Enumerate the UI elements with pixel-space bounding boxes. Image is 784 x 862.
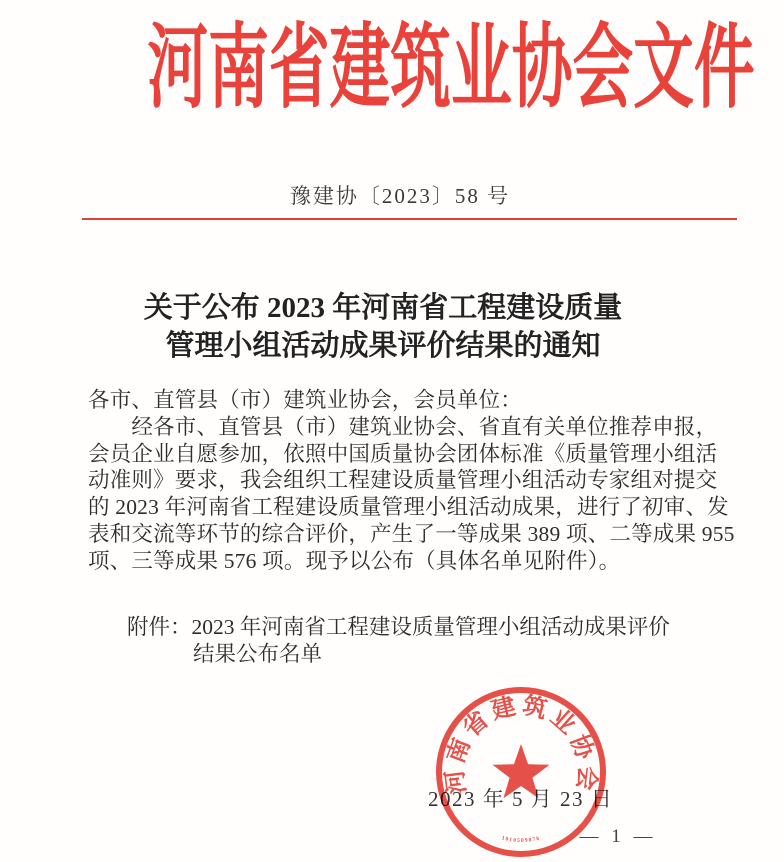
body-line: 的 2023 年河南省工程建设质量管理小组活动成果，进行了初审、发 [88, 495, 729, 520]
body-line: 表和交流等环节的综合评价，产生了一等成果 389 项、二等成果 955 [88, 521, 735, 546]
salutation-line: 各市、直管县（市）建筑业协会，会员单位： [88, 388, 523, 412]
document-body [88, 387, 735, 575]
page-number: — 1 — [579, 826, 657, 847]
document-title-line2: 管理小组活动成果评价结果的通知 [165, 330, 601, 362]
attachment-line2: 结果公布名单 [193, 642, 323, 666]
document-number: 豫建协〔2023〕58 号 [289, 184, 511, 208]
seal-serial: 1010509876 [500, 835, 542, 845]
svg-text:1010509876 [501, 835, 541, 844]
attachment-line1: 附件：2023 年河南省工程建设质量管理小组活动成果评价 [127, 615, 670, 639]
body-line: 项、三等成果 576 项。现予以公布（具体名单见附件）。 [88, 548, 621, 573]
seal-text: 河南省建筑业协会 [441, 692, 601, 796]
official-seal [431, 682, 611, 862]
red-header-title [0, 18, 775, 118]
red-divider-line [82, 218, 737, 220]
body-line: 经各市、直管县（市）建筑业协会、省直有关单位推荐申报， [88, 414, 718, 439]
body-line: 动准则》要求，我会组织工程建设质量管理小组活动专家组对提交 [88, 468, 718, 493]
document-title-line1: 关于公布 2023 年河南省工程建设质量 [143, 292, 623, 324]
red-header-title-text: 河南省建筑业协会文件 [147, 17, 755, 119]
body-line: 会员企业自愿参加，依照中国质量协会团体标准《质量管理小组活 [88, 441, 718, 466]
document-title [0, 289, 775, 365]
document-date: 2023 年 5 月 23 日 [428, 787, 614, 811]
seal-star-icon [493, 744, 550, 798]
